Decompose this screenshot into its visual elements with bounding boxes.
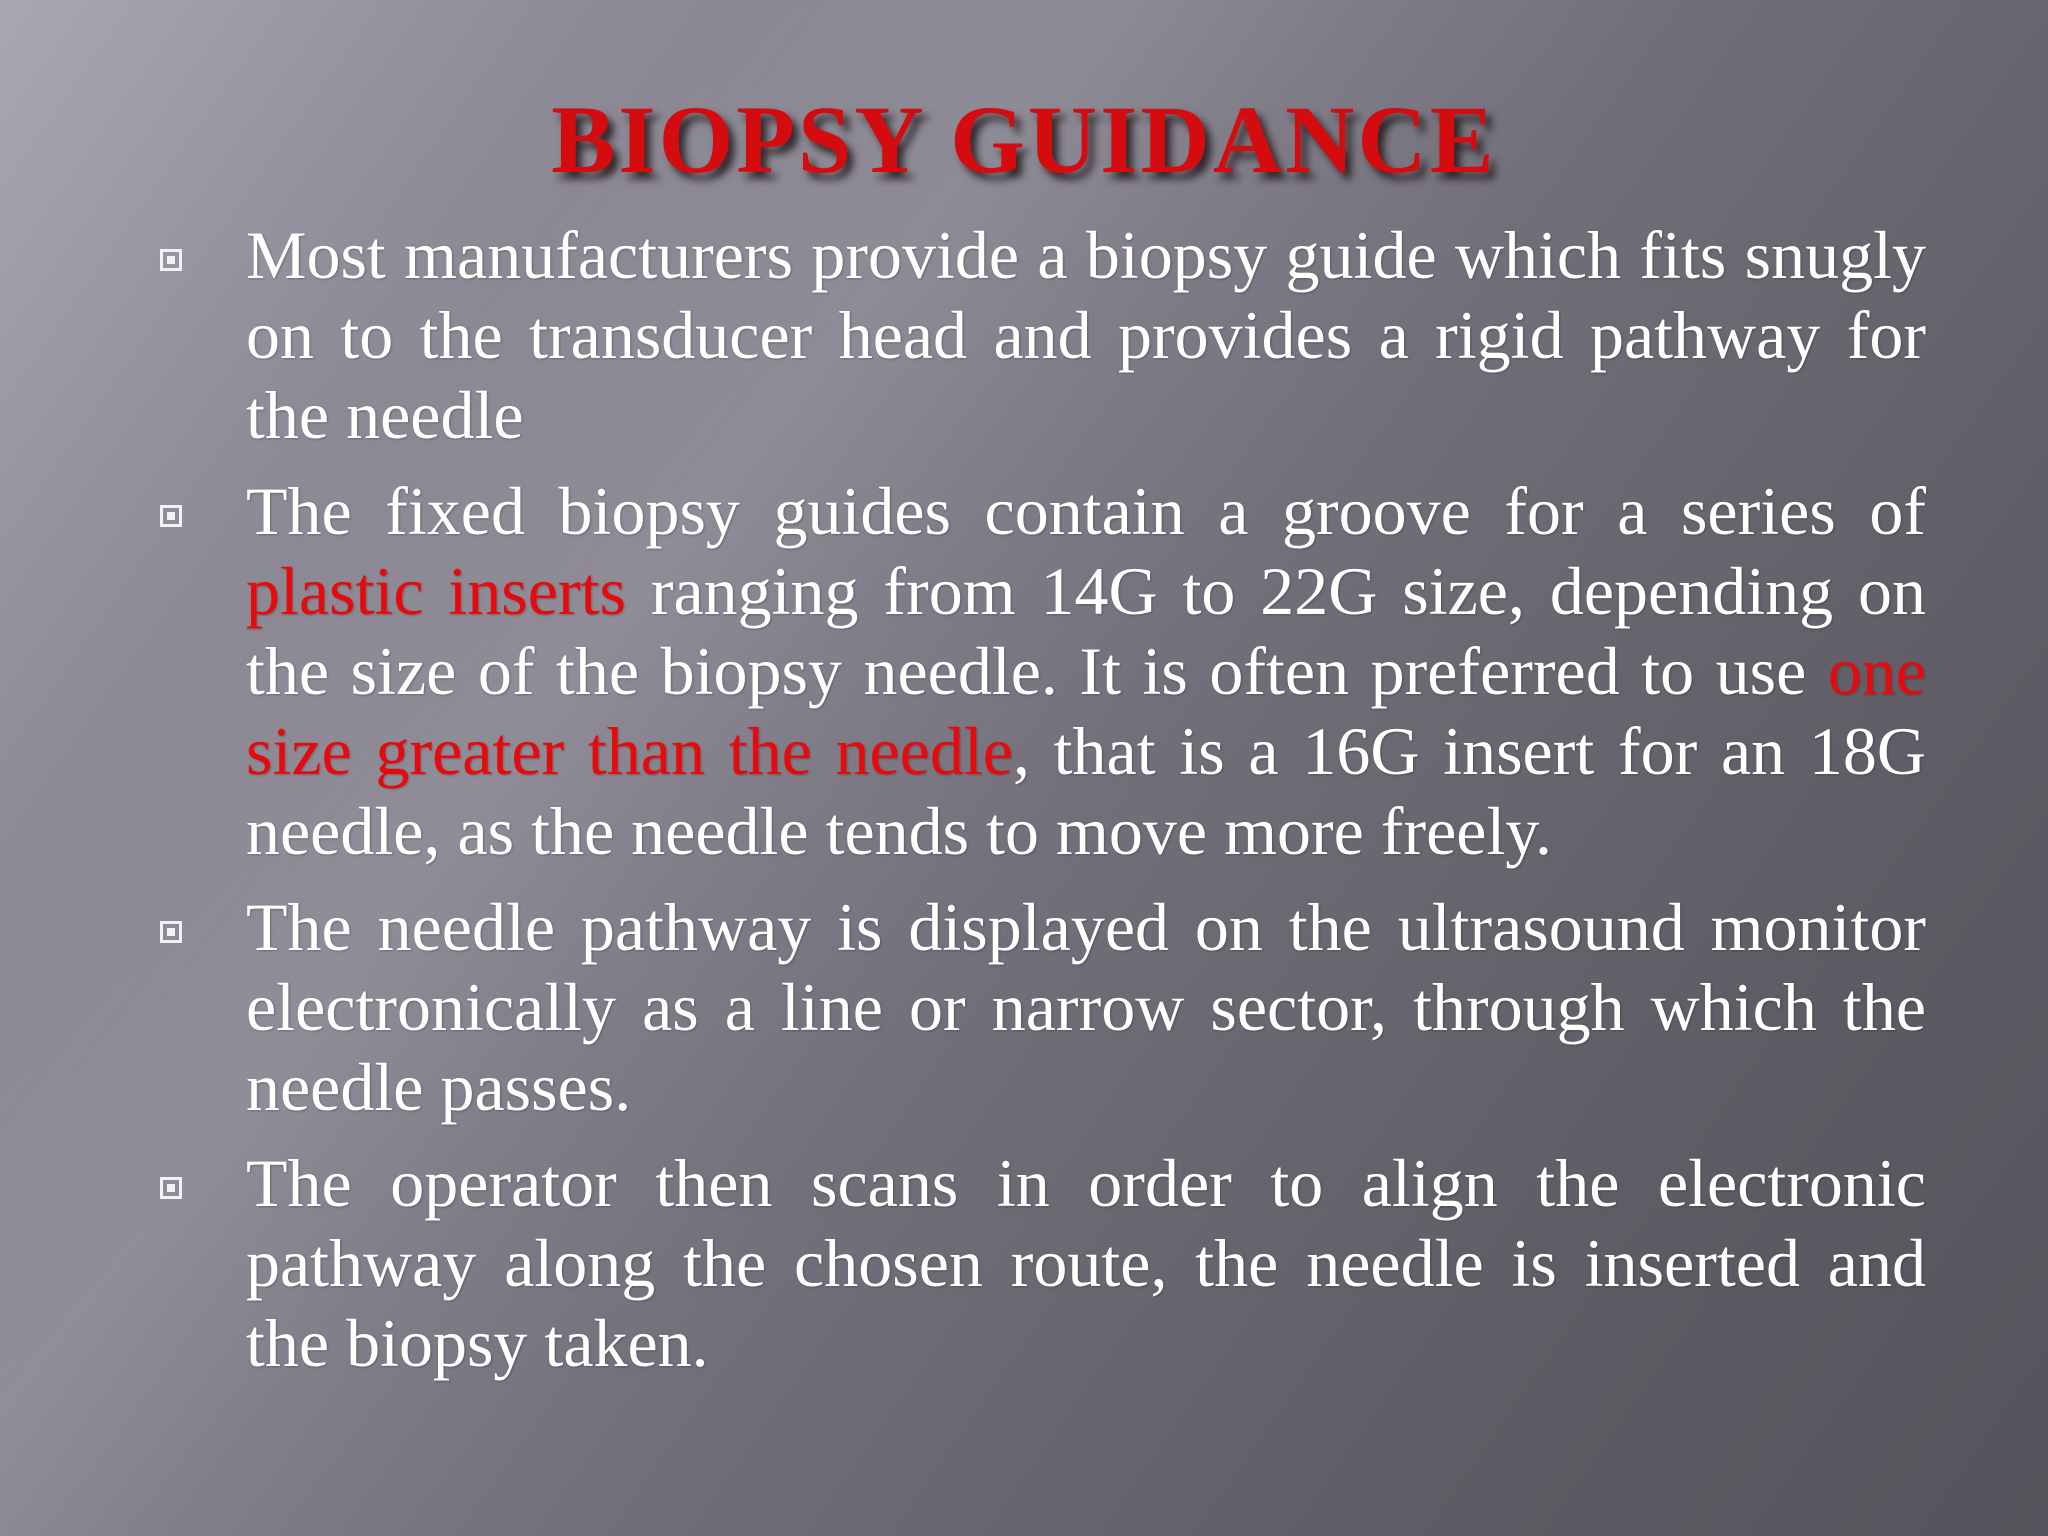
square-bullet-icon: [160, 921, 182, 943]
bullet-text: [246, 1143, 1926, 1383]
bullet-text-segment: , that is a 16G insert for an 18G needle, as the needle tends to move more freely.: [246, 713, 1927, 869]
bullet-text: [246, 215, 1926, 455]
slide-title: BIOPSY GUIDANCE: [551, 86, 1497, 193]
bullet-text-segment: The needle pathway is displayed on the ultrasound monitor electronically as a line or narrow sector, through which the needle passes.: [246, 889, 1926, 1125]
bullet-list: [156, 215, 1926, 1399]
bullet-text: [246, 471, 1926, 871]
bullet-text-segment: The operator then scans in order to align the electronic pathway along the chosen route, the needle is inserted and the biopsy taken.: [246, 1145, 1926, 1381]
bullet-item: [156, 471, 1926, 871]
bullet-item: [156, 1143, 1926, 1383]
highlighted-text: one size greater than the needle: [246, 633, 1926, 789]
bullet-text-segment: The fixed biopsy guides contain a groove for a series of: [246, 473, 1926, 549]
bullet-item: [156, 215, 1926, 455]
square-bullet-icon: [160, 505, 182, 527]
square-bullet-icon: [160, 1177, 182, 1199]
bullet-text-segment: ranging from 14G to 22G size, depending on the size of the biopsy needle. It is often preferred to use: [246, 553, 1927, 709]
square-bullet-icon: [160, 249, 182, 271]
bullet-text: [246, 887, 1926, 1127]
highlighted-text: plastic inserts: [246, 553, 626, 629]
bullet-text-segment: Most manufacturers provide a biopsy guide which fits snugly on to the transducer head and provides a rigid pathway for the needle: [246, 217, 1926, 453]
bullet-item: [156, 887, 1926, 1127]
